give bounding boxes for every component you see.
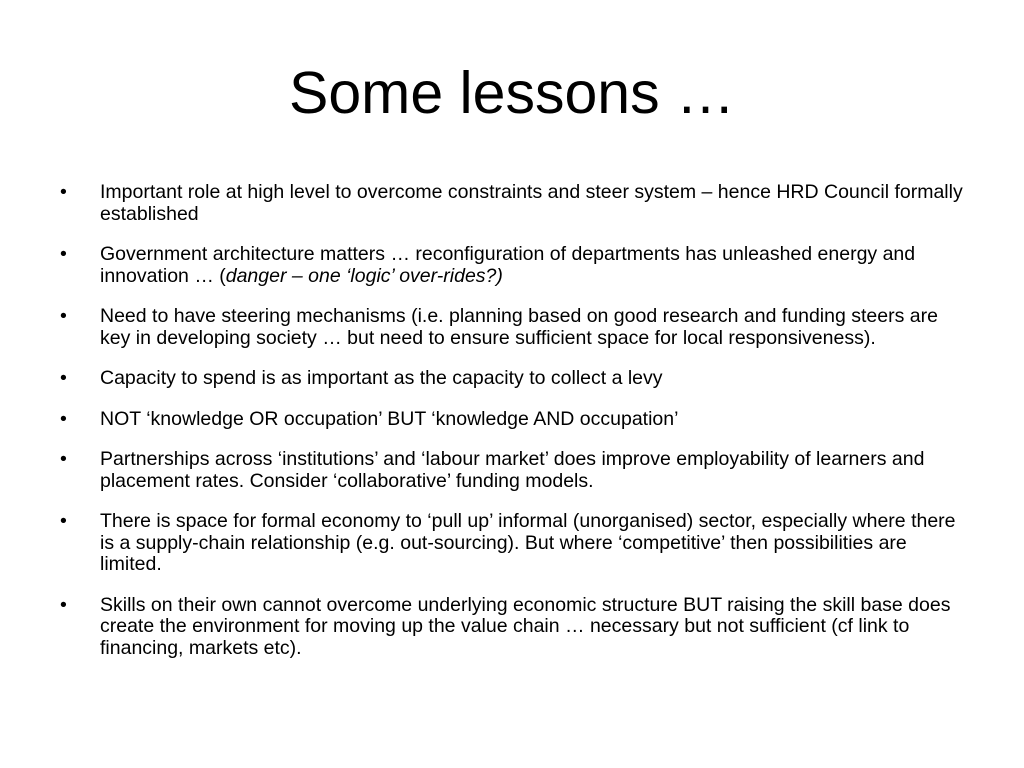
bullet-emphasis: danger – one ‘logic’ over-rides?) [225, 264, 503, 287]
bullet-text: NOT ‘knowledge OR occupation’ BUT ‘knowledge AND occupation’ [100, 407, 679, 430]
bullet-point: • [60, 510, 67, 532]
bullet-item [60, 409, 970, 431]
bullet-item [60, 449, 970, 492]
bullet-item [60, 368, 970, 390]
bullet-item [60, 182, 970, 225]
bullet-point: • [60, 181, 67, 203]
slide-title: Some lessons … [289, 60, 735, 126]
bullet-point: • [60, 448, 67, 470]
bullet-text: Government architecture matters … reconfiguration of departments has unleashed energy and innovation … ( [100, 243, 916, 287]
bullet-item [60, 595, 970, 660]
bullet-point: • [60, 593, 67, 616]
bullet-point: • [60, 243, 67, 265]
bullet-item [60, 244, 970, 287]
bullet-text: Need to have steering mechanisms (i.e. planning based on good research and funding steers are key in developing society … but need to ensure sufficient space for local responsiveness). [100, 305, 938, 349]
bullet-text: Skills on their own cannot overcome underlying economic structure BUT raising the skill base does create the environment for moving up the value chain … necessary but not sufficient (cf link to financing, markets etc). [100, 593, 951, 659]
bullet-point: • [60, 367, 67, 389]
bullet-text: Important role at high level to overcome constraints and steer system – hence HRD Council formally established [100, 181, 963, 225]
bullet-item [60, 511, 970, 576]
bullet-item [60, 306, 970, 349]
bullet-point: • [60, 305, 67, 327]
bullet-text: Partnerships across ‘institutions’ and ‘labour market’ does improve employability of learners and placement rates. Consider ‘collaborative’ funding models. [100, 448, 925, 492]
bullet-text: There is space for formal economy to ‘pull up’ informal (unorganised) sector, especially where there is a supply-chain relationship (e.g. out-sourcing). But where ‘competitive’ then possibilities are limited. [100, 510, 956, 575]
bullet-point: • [60, 407, 67, 430]
bullet-text: Capacity to spend is as important as the capacity to collect a levy [100, 367, 663, 389]
bullet-list [60, 182, 970, 678]
